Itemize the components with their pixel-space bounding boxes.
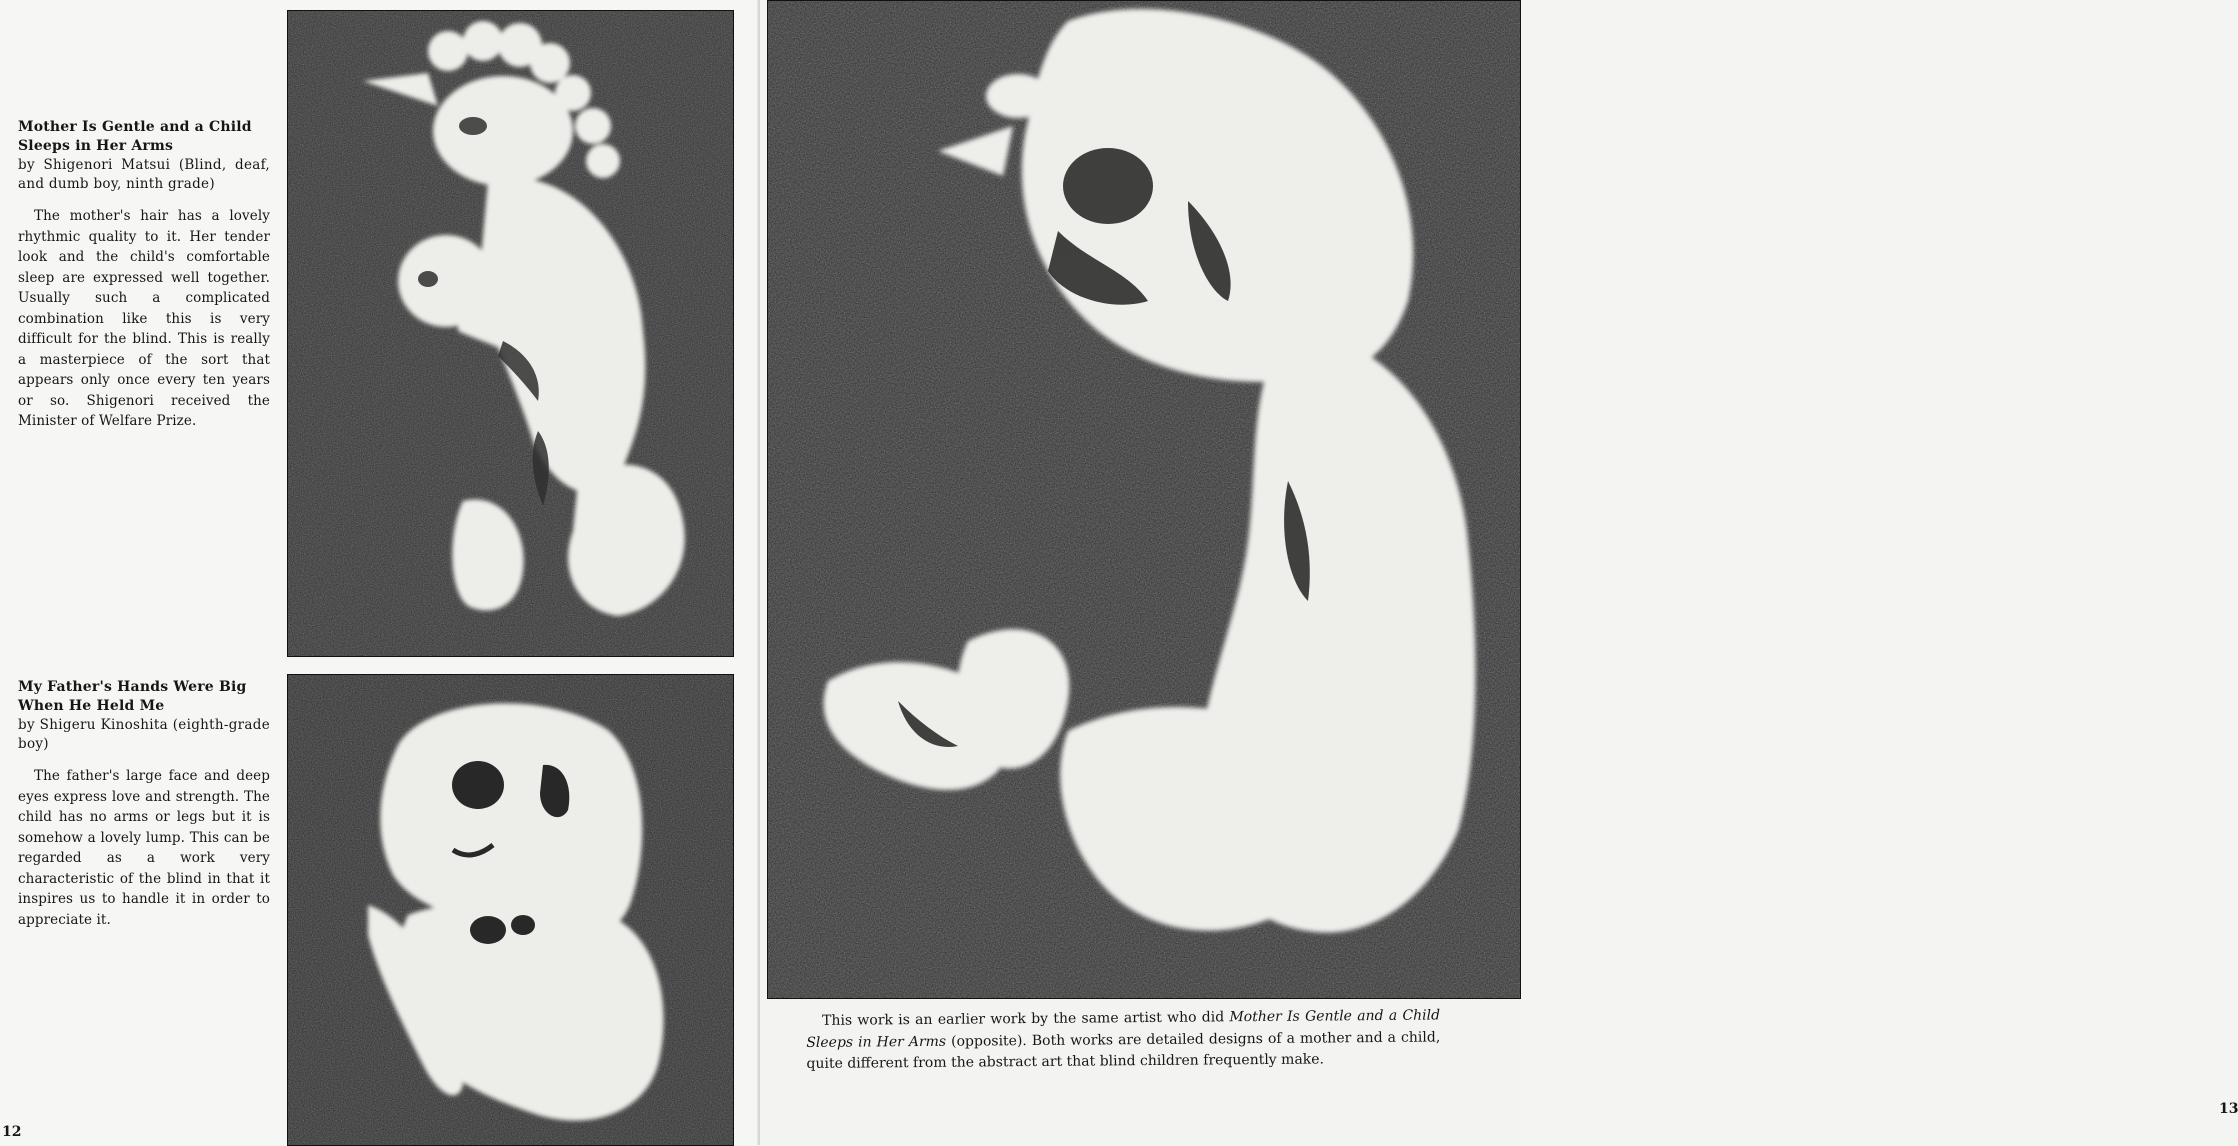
- article-body: The father's large face and deep eyes express love and strength. The child has no arms or legs but it is somehow a lovely lump. This can be regarded as a work very characteristic of the blind in that it inspires us to handle it in order to appreciate it.: [18, 768, 270, 928]
- sculpture-image: [288, 675, 733, 1145]
- article-body: The mother's hair has a lovely rhythmic quality to it. Her tender look and the child's comfortable sleep are expressed well together. Usually such a complicated combination like this is very difficult for the blind. This is really a masterpiece of the sort that appears only once every ten years or so. Shigenori received the Minister of Welfare Prize.: [18, 208, 270, 429]
- caption-text-end: (opposite). Both works are detailed designs of a mother and a child, quite different from the abstract art that blind children frequently make.: [806, 1028, 1441, 1072]
- page-number-right: 13: [2219, 1101, 2238, 1117]
- photo-earlier-sculpture: [767, 0, 1521, 999]
- article-title: My Father's Hands Were Big When He Held Me: [18, 679, 247, 714]
- photo-mother-and-child-sculpture: [287, 10, 734, 657]
- left-page: [0, 0, 760, 1145]
- caption-title-reference: Mother Is Gentle and a Child Sleeps in Her Arms: [806, 1007, 1441, 1051]
- sculpture-image: [288, 11, 733, 656]
- page-number-left: 12: [2, 1124, 22, 1140]
- caption-text-start: This work is an earlier work by the same artist who did: [822, 1009, 1230, 1029]
- article-mother-is-gentle: [18, 118, 270, 432]
- article-fathers-hands: [18, 678, 270, 930]
- article-byline: by Shigenori Matsui (Blind, deaf, and dumb boy, ninth grade): [18, 157, 270, 192]
- article-byline: by Shigeru Kinoshita (eighth-grade boy): [18, 717, 270, 752]
- photo-caption: [806, 1005, 1441, 1075]
- photo-father-and-child-sculpture: [287, 674, 734, 1146]
- sculpture-image: [768, 1, 1520, 998]
- article-title: Mother Is Gentle and a Child Sleeps in Her Arms: [18, 119, 252, 154]
